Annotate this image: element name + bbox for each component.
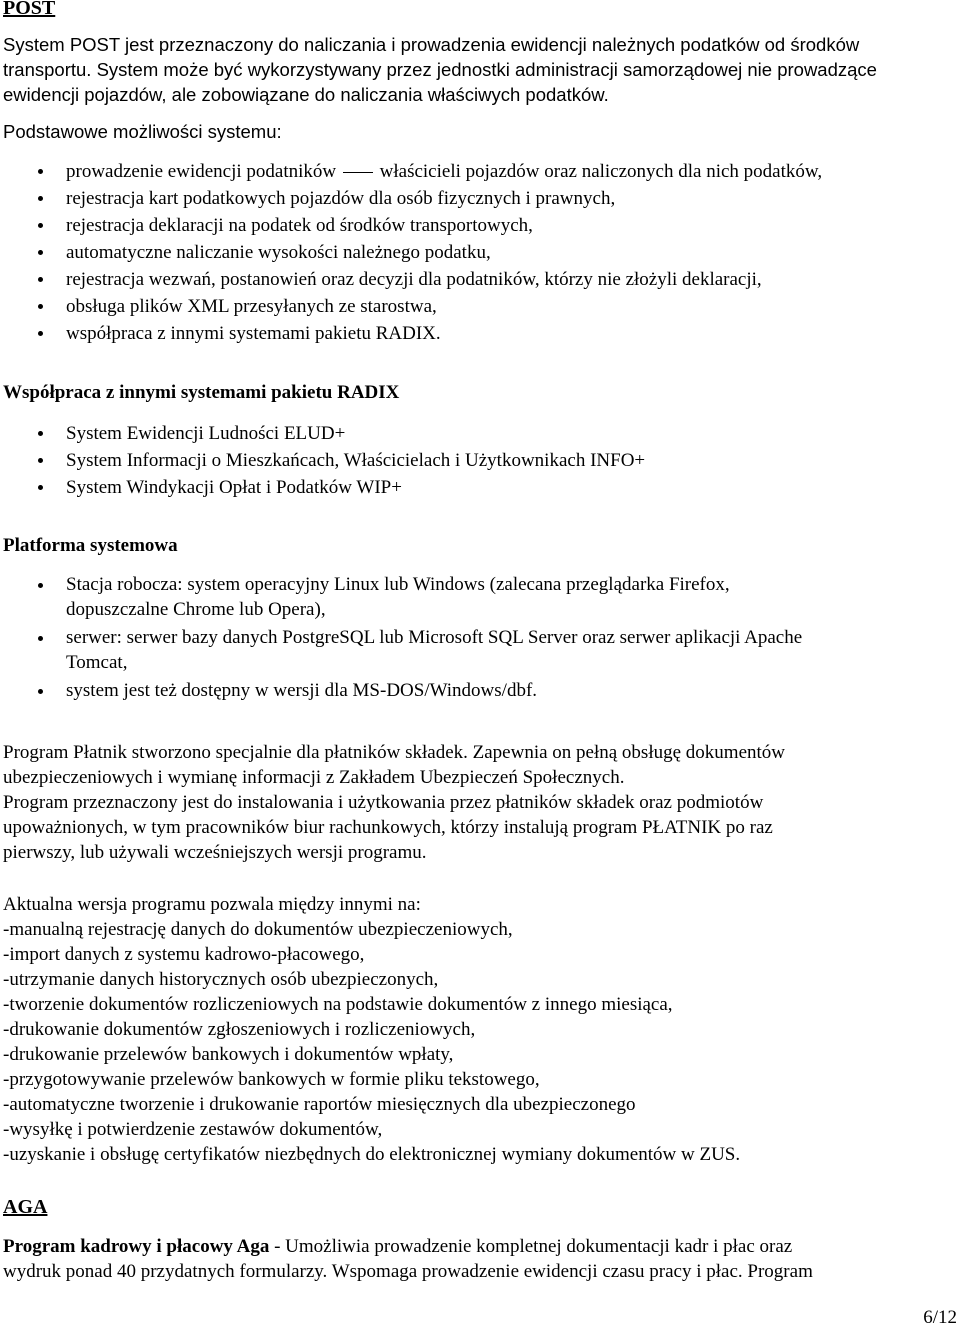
paragraph-line: -wysyłkę i potwierdzenie zestawów dokumentów, <box>3 1119 383 1140</box>
paragraph-line: -automatyczne tworzenie i drukowanie raportów miesięcznych dla ubezpieczonego <box>3 1094 636 1115</box>
paragraph-line: Aktualna wersja programu pozwala między innymi na: <box>3 894 421 915</box>
list-item: system jest też dostępny w wersji dla MS-DOS/Windows/dbf. <box>0 678 802 706</box>
list-item: prowadzenie ewidencji podatników właścicieli pojazdów oraz naliczonych dla nich podatków, <box>0 158 822 185</box>
paragraph-line: -uzyskanie i obsługę certyfikatów niezbędnych do elektronicznej wymiany dokumentów w ZUS. <box>3 1144 741 1165</box>
features-label: Podstawowe możliwości systemu: <box>3 121 282 142</box>
paragraph-line: Program Płatnik stworzono specjalnie dla płatników składek. Zapewnia on pełną obsługę dokumentów <box>3 742 785 763</box>
paragraph-line: -tworzenie dokumentów rozliczeniowych na podstawie dokumentów z innego miesiąca, <box>3 994 673 1015</box>
list-item: System Windykacji Opłat i Podatków WIP+ <box>0 474 645 501</box>
paragraph-line: ubezpieczeniowych i wymianę informacji z Zakładem Ubezpieczeń Społecznych. <box>3 767 625 788</box>
list-item: serwer: serwer bazy danych PostgreSQL lub Microsoft SQL Server oraz serwer aplikacji Apache Tomcat, <box>0 625 802 678</box>
paragraph-line: -przygotowywanie przelewów bankowych w formie pliku tekstowego, <box>3 1069 540 1090</box>
paragraph-line: -utrzymanie danych historycznych osób ubezpieczonych, <box>3 969 439 990</box>
paragraph-line: -drukowanie przelewów bankowych i dokumentów wpłaty, <box>3 1044 454 1065</box>
intro-line: ewidencji pojazdów, ale zobowiązane do naliczania właściwych podatków. <box>3 84 609 105</box>
list-item: System Ewidencji Ludności ELUD+ <box>0 420 645 447</box>
paragraph-line: upoważnionych, w tym pracowników biur rachunkowych, którzy instalują program PŁATNIK po raz <box>3 817 773 838</box>
paragraph-line: pierwszy, lub używali wcześniejszych wersji programu. <box>3 842 427 863</box>
platnik-paragraph-1 <box>3 740 785 865</box>
aga-paragraph <box>3 1234 813 1284</box>
post-intro <box>3 32 877 107</box>
list-item: automatyczne naliczanie wysokości należnego podatku, <box>0 239 822 266</box>
list-item: rejestracja deklaracji na podatek od środków transportowych, <box>0 212 822 239</box>
platnik-paragraph-2 <box>3 892 740 1167</box>
post-heading: POST <box>3 0 56 19</box>
paragraph-line: -manualną rejestrację danych do dokumentów ubezpieczeniowych, <box>3 919 513 940</box>
paragraph-line: Program przeznaczony jest do instalowania i użytkowania przez płatników składek oraz podmiotów <box>3 792 764 813</box>
features-list <box>0 158 822 347</box>
intro-line: transportu. System może być wykorzystywany przez jednostki administracji samorządowej nie prowadzące <box>3 59 877 80</box>
aga-bold-lead: Program kadrowy i płacowy Aga <box>3 1236 270 1257</box>
em-dash <box>343 172 373 173</box>
list-item: System Informacji o Mieszkańcach, Właścicielach i Użytkownikach INFO+ <box>0 447 645 474</box>
list-item: Stacja robocza: system operacyjny Linux lub Windows (zalecana przeglądarka Firefox, dopuszczalne Chrome lub Opera), <box>0 572 802 625</box>
list-item: współpraca z innymi systemami pakietu RADIX. <box>0 320 822 347</box>
paragraph-line: -drukowanie dokumentów zgłoszeniowych i rozliczeniowych, <box>3 1019 476 1040</box>
page-number: 6/12 <box>923 1307 957 1328</box>
aga-heading: AGA <box>3 1196 48 1218</box>
paragraph-line: Program kadrowy i płacowy Aga - Umożliwia prowadzenie kompletnej dokumentacji kadr i płac oraz <box>3 1236 793 1257</box>
coop-list <box>0 420 645 501</box>
coop-heading: Współpraca z innymi systemami pakietu RADIX <box>3 382 400 403</box>
list-item: rejestracja wezwań, postanowień oraz decyzji dla podatników, którzy nie złożyli deklaracji, <box>0 266 822 293</box>
intro-line: System POST jest przeznaczony do naliczania i prowadzenia ewidencji należnych podatków od środków <box>3 34 860 55</box>
platform-list <box>0 572 802 706</box>
list-item: rejestracja kart podatkowych pojazdów dla osób fizycznych i prawnych, <box>0 185 822 212</box>
paragraph-line: -import danych z systemu kadrowo-płacowego, <box>3 944 365 965</box>
paragraph-line: wydruk ponad 40 przydatnych formularzy. Wspomaga prowadzenie ewidencji czasu pracy i płac. Program <box>3 1261 813 1282</box>
list-item: obsługa plików XML przesyłanych ze starostwa, <box>0 293 822 320</box>
platform-heading: Platforma systemowa <box>3 535 178 556</box>
